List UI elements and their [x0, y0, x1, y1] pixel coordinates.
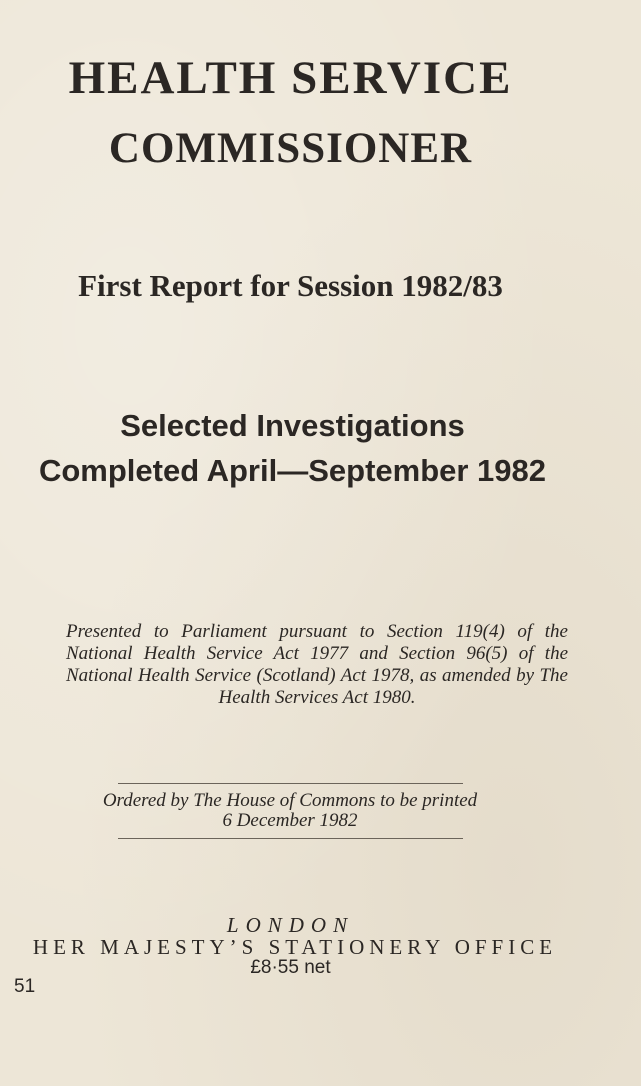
ordered-block: [90, 791, 490, 831]
page-code: 51: [14, 976, 36, 997]
subtitle-line-2: Completed April—September 1982: [38, 453, 547, 488]
price-label: £8·55 net: [250, 957, 331, 978]
divider-top: [118, 783, 463, 784]
subtitle-line-1: Selected Investigations: [120, 408, 465, 443]
presented-paragraph: Presented to Parliament pursuant to Section 119(4) of the National Health Service Act 1977 and Section 96(5) of the National Health Service (Scotland) Act 1978, as amended by The Health Services Act 1980.: [66, 621, 568, 708]
divider-bottom: [118, 838, 463, 839]
ordered-date: 6 December 1982: [222, 810, 358, 831]
place-name: LONDON: [226, 913, 355, 937]
ordered-line-1: Ordered by The House of Commons to be printed: [102, 790, 478, 811]
session-heading: First Report for Session 1982/83: [78, 268, 503, 303]
publisher-name: HER MAJESTY’S STATIONERY OFFICE: [32, 935, 558, 959]
title-line-2: COMMISSIONER: [108, 125, 473, 172]
title-line-1: HEALTH SERVICE: [68, 52, 513, 104]
